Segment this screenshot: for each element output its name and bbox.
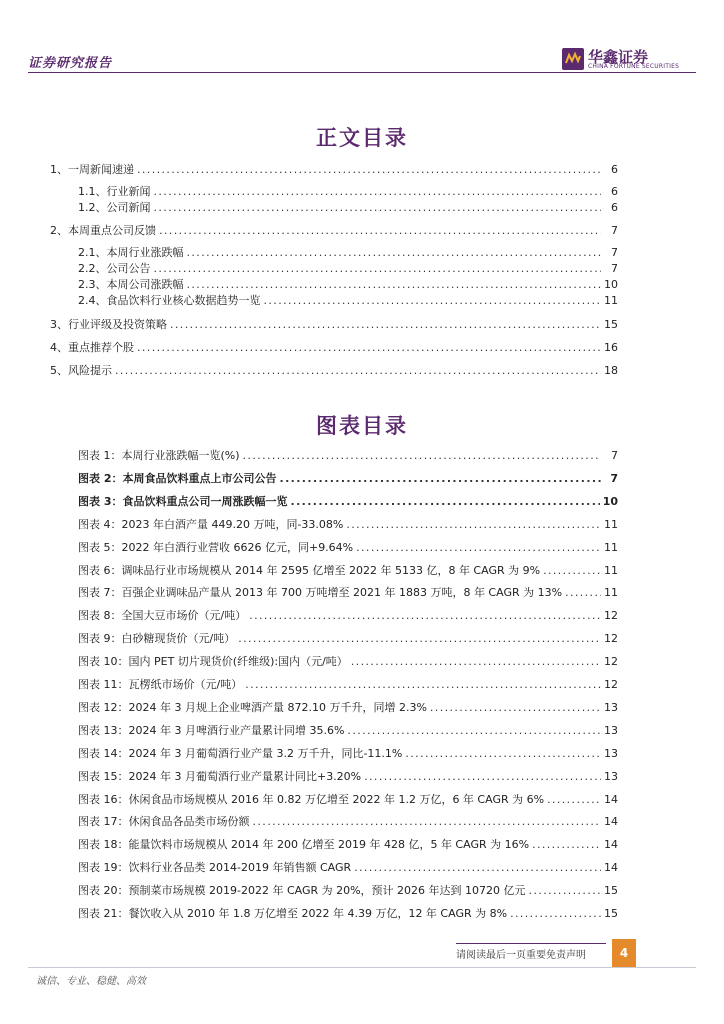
figure-item-page: 13 [604, 701, 618, 714]
figure-item-page: 13 [604, 770, 618, 783]
figure-list-item[interactable] [78, 609, 618, 623]
figure-item-label: 图表 12：2024 年 3 月规上企业啤酒产量 872.10 万千升，同增 2.3% [78, 701, 427, 714]
toc-item-label: 本周公司涨跌幅 [106, 278, 184, 291]
toc-item[interactable] [78, 262, 618, 276]
figure-item-page: 14 [604, 861, 618, 874]
leader-dots [159, 224, 601, 238]
toc-item-page: 16 [604, 341, 618, 354]
figure-item-label: 图表 15：2024 年 3 月葡萄酒行业产量累计同比+3.20% [78, 770, 362, 783]
leader-dots [532, 838, 601, 852]
leader-dots [279, 472, 601, 486]
figure-list-item[interactable] [78, 701, 618, 715]
figure-list-item[interactable] [78, 678, 618, 692]
toc-item-page: 6 [611, 163, 618, 176]
toc-item[interactable] [78, 185, 618, 199]
figure-item-label: 图表 2：本周食品饮料重点上市公司公告 [78, 472, 277, 485]
leader-dots [137, 341, 601, 355]
figure-item-page: 13 [604, 747, 618, 760]
leader-dots [264, 294, 602, 308]
toc-item[interactable] [78, 201, 618, 215]
header-divider [28, 72, 696, 73]
toc-item-label: 行业新闻 [106, 185, 151, 198]
toc-item[interactable] [50, 224, 618, 238]
toc-item-number: 2.4、 [78, 294, 107, 307]
figure-item-page: 11 [604, 564, 618, 577]
toc-item-page: 7 [611, 262, 618, 275]
leader-dots [154, 185, 602, 199]
toc-item[interactable] [50, 318, 618, 332]
toc-item-number: 2、 [50, 224, 68, 237]
figure-item-label: 图表 11：瓦楞纸市场价（元/吨） [78, 678, 243, 691]
toc-item[interactable] [78, 294, 618, 308]
toc-title: 正文目录 [316, 125, 408, 150]
figure-list-item[interactable] [78, 586, 618, 600]
toc-item[interactable] [78, 278, 618, 292]
page-number-badge: 4 [612, 939, 636, 967]
figure-list-item[interactable] [78, 541, 618, 555]
toc-item-label: 风险提示 [68, 364, 112, 377]
toc-item-number: 3、 [50, 318, 68, 331]
figure-list-item[interactable] [78, 724, 618, 738]
leader-dots [351, 655, 601, 669]
figure-item-page: 13 [604, 724, 618, 737]
figure-list-item[interactable] [78, 518, 618, 532]
leader-dots [364, 770, 601, 784]
figure-item-page: 11 [604, 586, 618, 599]
toc-item-page: 11 [604, 294, 618, 307]
leader-dots [547, 793, 601, 807]
figure-item-page: 10 [602, 495, 618, 508]
figure-item-page: 14 [604, 815, 618, 828]
figure-list-item[interactable] [78, 495, 618, 509]
logo-name-cn: 华鑫证券 [588, 48, 649, 66]
company-motto: 诚信、专业、稳健、高效 [36, 976, 146, 987]
toc-item-label: 一周新闻速递 [68, 163, 134, 176]
figure-list-item[interactable] [78, 472, 618, 486]
toc-item[interactable] [50, 341, 618, 355]
toc-item-number: 2.2、 [78, 262, 107, 275]
toc-item-label: 食品饮料行业核心数据趋势一览 [106, 294, 261, 307]
leader-dots [510, 907, 601, 921]
toc-item-label: 行业评级及投资策略 [68, 318, 167, 331]
toc-item[interactable] [78, 246, 618, 260]
figure-item-label: 图表 8：全国大豆市场价（元/吨） [78, 609, 247, 622]
figure-item-label: 图表 14：2024 年 3 月葡萄酒行业产量 3.2 万千升，同比-11.1% [78, 747, 403, 760]
figure-item-page: 12 [604, 609, 618, 622]
toc-item-page: 6 [611, 185, 618, 198]
leader-dots [154, 262, 602, 276]
leader-dots [238, 632, 601, 646]
figure-item-page: 12 [604, 655, 618, 668]
figure-list-item[interactable] [78, 747, 618, 761]
leader-dots [243, 449, 601, 463]
figure-item-label: 图表 19：饮料行业各品类 2014-2019 年销售额 CAGR [78, 861, 352, 874]
toc-item-number: 2.1、 [78, 246, 107, 259]
leader-dots [356, 541, 601, 555]
figure-item-label: 图表 4：2023 年白酒产量 449.20 万吨，同-33.08% [78, 518, 344, 531]
leader-dots [430, 701, 601, 715]
toc-item-page: 10 [604, 278, 618, 291]
figure-item-page: 15 [604, 884, 618, 897]
leader-dots [565, 586, 601, 600]
figure-item-label: 图表 6：调味品行业市场规模从 2014 年 2595 亿增至 2022 年 5133 亿，8 年 CAGR 为 9% [78, 564, 541, 577]
toc-item-page: 7 [611, 246, 618, 259]
toc-item-page: 6 [611, 201, 618, 214]
toc-item-label: 重点推荐个股 [68, 341, 134, 354]
figure-item-page: 7 [611, 449, 618, 462]
figure-item-label: 图表 17：休闲食品各品类市场份额 [78, 815, 250, 828]
footer-divider [28, 967, 696, 968]
toc-item-label: 本周重点公司反馈 [68, 224, 156, 237]
figure-item-page: 15 [604, 907, 618, 920]
figure-list-item[interactable] [78, 564, 618, 578]
leader-dots [249, 609, 601, 623]
figure-item-label: 图表 21：餐饮收入从 2010 年 1.8 万亿增至 2022 年 4.39 万亿，12 年 CAGR 为 8% [78, 907, 508, 920]
toc-item-number: 5、 [50, 364, 68, 377]
leader-dots [154, 201, 602, 215]
figure-item-label: 图表 16：休闲食品市场规模从 2016 年 0.82 万亿增至 2022 年 1.2 万亿，6 年 CAGR 为 6% [78, 793, 545, 806]
report-type-label: 证券研究报告 [28, 56, 113, 71]
leader-dots [187, 246, 602, 260]
leader-dots [245, 678, 601, 692]
figure-item-label: 图表 13：2024 年 3 月啤酒行业产量累计同增 35.6% [78, 724, 345, 737]
figure-list-item[interactable] [78, 655, 618, 669]
toc-item-number: 1.2、 [78, 201, 107, 214]
leader-dots [170, 318, 601, 332]
toc-item-number: 4、 [50, 341, 68, 354]
figure-item-label: 图表 10：国内 PET 切片现货价(纤维级):国内（元/吨） [78, 655, 348, 668]
toc-item[interactable] [50, 364, 618, 378]
figure-list-item[interactable] [78, 861, 618, 875]
toc-item-page: 18 [604, 364, 618, 377]
leader-dots [253, 815, 602, 829]
leader-dots [115, 364, 601, 378]
figure-item-page: 11 [604, 518, 618, 531]
toc-item-label: 本周行业涨跌幅 [106, 246, 184, 259]
figure-item-label: 图表 7：百强企业调味品产量从 2013 年 700 万吨增至 2021 年 1883 万吨，8 年 CAGR 为 13% [78, 586, 563, 599]
leader-dots [543, 564, 601, 578]
leader-dots [346, 518, 601, 532]
figure-item-label: 图表 5：2022 年白酒行业营收 6626 亿元，同+9.64% [78, 541, 354, 554]
figure-item-page: 12 [604, 632, 618, 645]
toc-item-page: 7 [611, 224, 618, 237]
figure-list-item[interactable] [78, 815, 618, 829]
leader-dots [347, 724, 601, 738]
figure-list-item[interactable] [78, 838, 618, 852]
toc-item-number: 1、 [50, 163, 68, 176]
disclaimer-note: 请阅读最后一页重要免责声明 [456, 943, 606, 964]
leader-dots [137, 163, 601, 177]
figure-list-item[interactable] [78, 632, 618, 646]
figure-item-page: 11 [604, 541, 618, 554]
figure-list-item[interactable] [78, 449, 618, 463]
figure-item-page: 14 [604, 793, 618, 806]
leader-dots [405, 747, 601, 761]
toc-item-number: 2.3、 [78, 278, 107, 291]
leader-dots [187, 278, 602, 292]
figure-list-item[interactable] [78, 793, 618, 807]
leader-dots [529, 884, 601, 898]
figure-item-label: 图表 1：本周行业涨跌幅一览(%) [78, 449, 240, 462]
toc-item-label: 公司新闻 [106, 201, 151, 214]
leader-dots [290, 495, 599, 509]
figure-item-page: 14 [604, 838, 618, 851]
figure-item-page: 12 [604, 678, 618, 691]
figure-item-label: 图表 18：能量饮料市场规模从 2014 年 200 亿增至 2019 年 428 亿，5 年 CAGR 为 16% [78, 838, 530, 851]
leader-dots [354, 861, 601, 875]
figure-list-title: 图表目录 [316, 413, 408, 438]
figure-item-label: 图表 20：预制菜市场规模 2019-2022 年 CAGR 为 20%，预计 2026 年达到 10720 亿元 [78, 884, 526, 897]
figure-list-item[interactable] [78, 907, 618, 921]
toc-item-number: 1.1、 [78, 185, 107, 198]
logo-mark-icon [562, 48, 584, 70]
figure-list-item[interactable] [78, 770, 618, 784]
figure-item-label: 图表 9：白砂糖现货价（元/吨） [78, 632, 236, 645]
toc-item-label: 公司公告 [106, 262, 151, 275]
toc-item-page: 15 [604, 318, 618, 331]
figure-item-page: 7 [610, 472, 618, 485]
figure-list-item[interactable] [78, 884, 618, 898]
logo-name-en: CHINA FORTUNE SECURITIES [588, 63, 680, 70]
toc-item[interactable] [50, 163, 618, 177]
figure-item-label: 图表 3：食品饮料重点公司一周涨跌幅一览 [78, 495, 288, 508]
